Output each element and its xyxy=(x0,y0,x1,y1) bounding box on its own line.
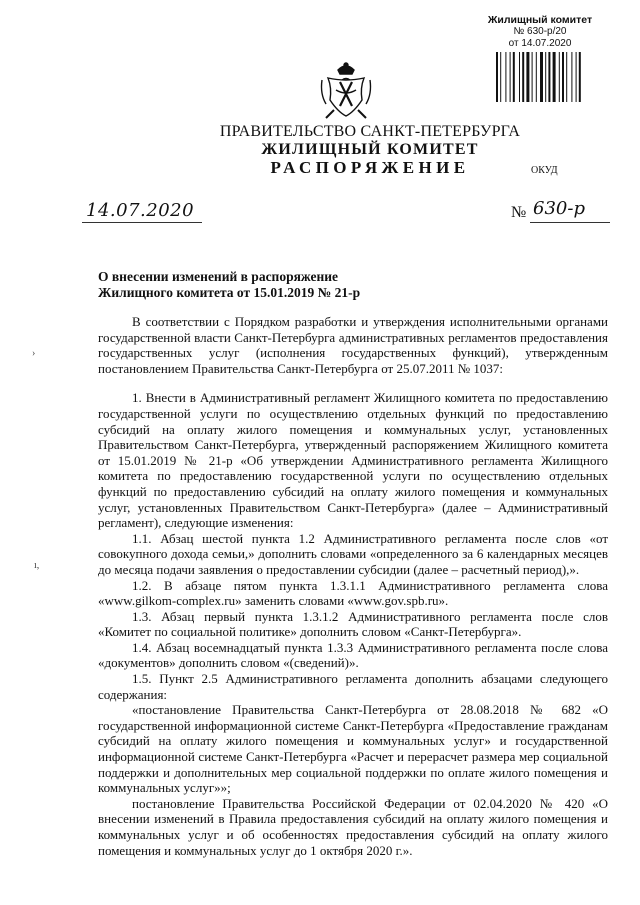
paragraph-1-1: 1.1. Абзац шестой пункта 1.2 Административного регламента после слов «от совокупного дохода семьи,» дополнить словами «определенного за 6 календарных месяцев до месяца подачи заявления о предоставлении субсидии (далее – расчетный период),». xyxy=(98,530,608,577)
barcode-bar xyxy=(559,52,560,102)
barcode-bar xyxy=(548,52,550,102)
paragraph-1: 1. Внести в Административный регламент Жилищного комитета по предоставлению государственной услуги по осуществлению отдельных функций по предоставлению субсидий на оплату жилого помещения и коммунальных услуг, установленных Правительством Санкт-Петербурга, утвержденный распоряжением Жилищного комитета от 15.01.2019 № 21-р «Об утверждении Административного регламента Жилищного комитета по предоставлению государственной услуги по осуществлению отдельных функций по предоставлению субсидий на оплату жилого помещения и коммунальных услуг, установленных Правительством Санкт-Петербурга» (далее – Административный регламент), следующие изменения: xyxy=(98,390,608,531)
barcode-bar xyxy=(510,52,511,102)
barcode-bar xyxy=(536,52,537,102)
barcode-bar xyxy=(532,52,533,102)
document-body xyxy=(98,314,608,858)
barcode-bar xyxy=(576,52,577,102)
number-label: № xyxy=(511,204,527,221)
paragraph-1-5-b: постановление Правительства Российской Федерации от 02.04.2020 № 420 «О внесении изменений в Правила предоставления субсидий на оплату жилого помещения и коммунальных услуг и об особенностях предоставления субсидий на оплату жилого помещения и коммунальных услуг до 1 октября 2020 г.». xyxy=(98,795,608,858)
preamble-paragraph: В соответствии с Порядком разработки и утверждения исполнительными органами государственной власти Санкт-Петербурга административных регламентов предоставления государственных услуг (исполнения государственных функций), утвержденным постановлением Правительства Санкт-Петербурга от 25.07.2011 № 1037: xyxy=(98,314,608,376)
paragraph-1-4: 1.4. Абзац восемнадцатый пункта 1.3.3 Административного регламента после слова «документов» дополнить словом «(сведений)». xyxy=(98,639,608,671)
barcode-bar xyxy=(505,52,506,102)
paragraph-1-3: 1.3. Абзац первый пункта 1.3.1.2 Административного регламента после слов «Комитет по социальной политике» дополнить словом «Санкт-Петербурга». xyxy=(98,608,608,640)
committee-name: ЖИЛИЩНЫЙ КОМИТЕТ xyxy=(261,141,479,158)
subject-line-2: Жилищного комитета от 15.01.2019 № 21-р xyxy=(98,285,361,300)
paragraph-1-2: 1.2. В абзаце пятом пункта 1.3.1.1 Административного регламента слова «www.gilkom-complex.ru» заменить словами «www.gov.spb.ru». xyxy=(98,577,608,609)
stamp-title: Жилищный комитет xyxy=(487,14,593,26)
barcode-bar xyxy=(513,52,515,102)
barcode-bar xyxy=(522,52,524,102)
barcode-bar xyxy=(545,52,546,102)
stamp-date: от 14.07.2020 xyxy=(508,38,572,49)
handwritten-date: 14.07.2020 xyxy=(86,200,195,221)
barcode-bar xyxy=(540,52,543,102)
margin-mark: › xyxy=(32,348,36,359)
barcode-bar xyxy=(526,52,529,102)
registration-stamp xyxy=(480,14,600,50)
barcode-bar xyxy=(500,52,501,102)
government-name: ПРАВИТЕЛЬСТВО САНКТ-ПЕТЕРБУРГА xyxy=(219,123,521,140)
coat-of-arms-emblem xyxy=(318,60,374,120)
okud-label: ОКУД xyxy=(531,165,558,176)
barcode-bar xyxy=(579,52,581,102)
barcode-bar xyxy=(553,52,556,102)
number-underline xyxy=(530,222,610,223)
document-subject xyxy=(98,269,360,301)
barcode-bar xyxy=(496,52,498,102)
barcode-bar xyxy=(571,52,572,102)
paragraph-1-5: 1.5. Пункт 2.5 Административного регламента дополнить абзацами следующего содержания: xyxy=(98,671,608,702)
margin-mark: ı, xyxy=(34,560,40,571)
document-type: РАСПОРЯЖЕНИЕ xyxy=(270,158,470,177)
handwritten-number: 630-р xyxy=(533,198,585,219)
barcode-bar xyxy=(562,52,564,102)
barcode-bar xyxy=(566,52,567,102)
paragraph-1-5-a: «постановление Правительства Санкт-Петербурга от 28.08.2018 № 682 «О государственной информационной системе Санкт-Петербурга «Предоставление гражданам субсидий на оплату жилого помещения и коммунальных услуг» и государственной информационной системе Санкт-Петербурга «Расчет и перерасчет размера мер социальной поддержки и дополнительных мер социальной поддержки по оплате жилого помещения и коммунальных услуг»»; xyxy=(98,702,608,796)
subject-line-1: О внесении изменений в распоряжение xyxy=(98,269,339,284)
barcode-bar xyxy=(519,52,520,102)
barcode xyxy=(496,52,600,102)
stamp-number: № 630-р/20 xyxy=(513,26,567,37)
date-underline xyxy=(82,222,202,223)
